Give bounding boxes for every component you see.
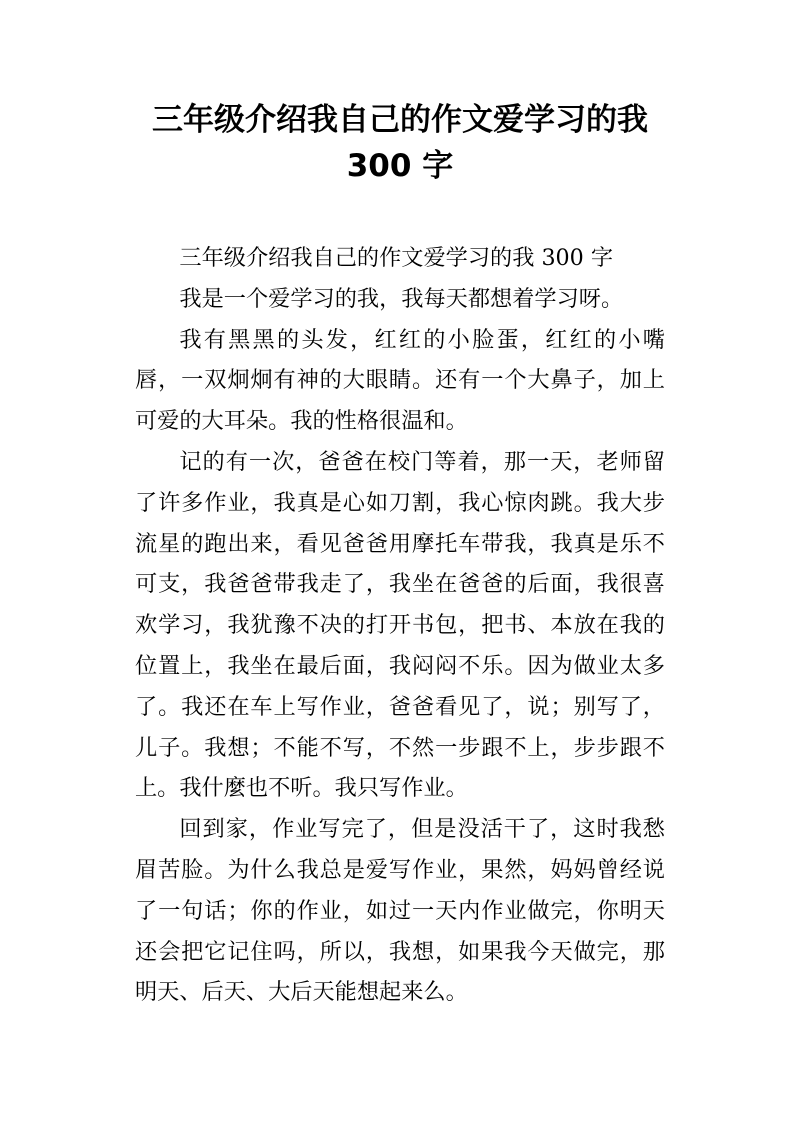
document-title — [100, 97, 700, 189]
title-line-2: 300 字 — [346, 148, 454, 184]
paragraph-intro: 我是一个爱学习的我，我每天都想着学习呀。 — [179, 285, 624, 312]
paragraph-heading: 三年级介绍我自己的作文爱学习的我 300 字 — [179, 245, 614, 271]
title-line-1: 三年级介绍我自己的作文爱学习的我 — [152, 102, 648, 138]
paragraph-appearance: 我有黑黑的头发，红红的小脸蛋，红红的小嘴唇，一双炯炯有神的大眼睛。还有一个大鼻子，加上可爱的大耳朵。我的性格很温和。 — [135, 326, 665, 435]
paragraph-story: 记的有一次，爸爸在校门等着，那一天，老师留了许多作业，我真是心如刀割，我心惊肉跳。我大步流星的跑出来，看见爸爸用摩托车带我，我真是乐不可支，我爸爸带我走了，我坐在爸爸的后面，我很喜欢学习，我犹豫不决的打开书包，把书、本放在我的位置上，我坐在最后面，我闷闷不乐。因为做业太多了。我还在车上写作业，爸爸看见了，说；别写了，儿子。我想；不能不写，不然一步跟不上，步步跟不上。我什麼也不听。我只写作业。 — [135, 448, 665, 802]
paragraph-home: 回到家，作业写完了，但是没活干了，这时我愁眉苦脸。为什么我总是爱写作业，果然，妈妈曾经说了一句话；你的作业，如过一天内作业做完，你明天还会把它记住吗，所以，我想，如果我今天做完，那明天、后天、大后天能想起来么。 — [135, 816, 665, 1006]
document-body — [135, 238, 665, 1013]
